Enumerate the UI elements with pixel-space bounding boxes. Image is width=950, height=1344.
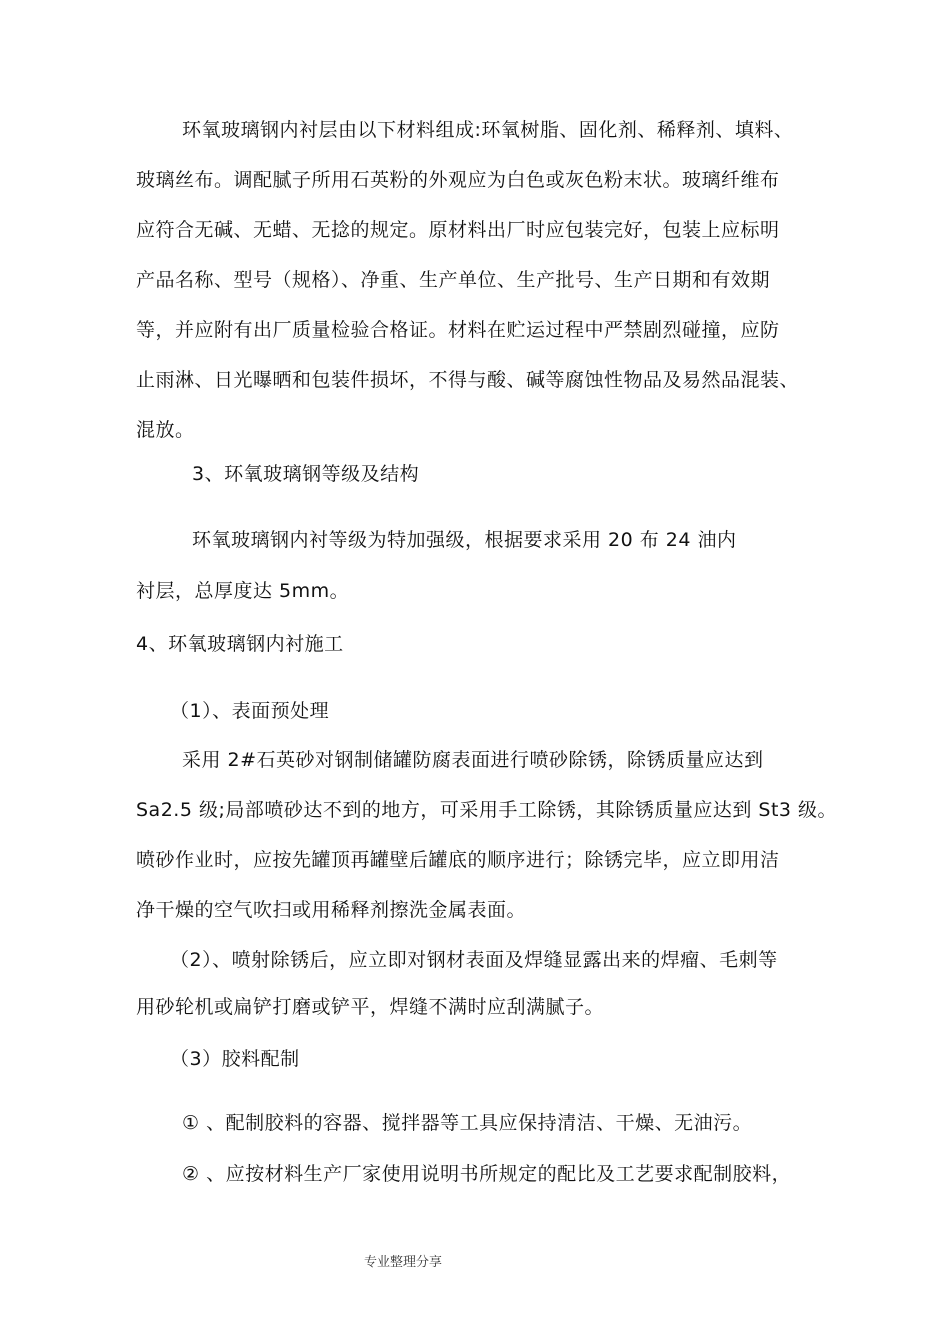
page-footer: 专业整理分享 [364,1255,443,1270]
paragraph-line: 应符合无碱、无蜡、无捻的规定。原材料出厂时应包装完好，包装上应标明 [136,219,780,241]
paragraph-line: 环氧玻璃钢内衬层由以下材料组成:环氧树脂、固化剂、稀释剂、填料、 [182,119,794,141]
paragraph-line: 采用 2#石英砂对钢制储罐防腐表面进行喷砂除锈，除锈质量应达到 [182,749,764,771]
paragraph-line: 衬层，总厚度达 5mm。 [136,580,350,602]
paragraph-line: 用砂轮机或扁铲打磨或铲平，焊缝不满时应刮满腻子。 [136,996,605,1018]
list-item: ① 、配制胶料的容器、搅拌器等工具应保持清洁、干燥、无油污。 [182,1112,753,1134]
paragraph-line: 等，并应附有出厂质量检验合格证。材料在贮运过程中严禁剧烈碰撞，应防 [136,319,780,341]
paragraph-line: 喷砂作业时，应按先罐顶再罐壁后罐底的顺序进行；除锈完毕，应立即用洁 [136,849,780,871]
subsection-title: （3）胶料配制 [170,1048,300,1070]
paragraph-line: 净干燥的空气吹扫或用稀释剂擦洗金属表面。 [136,899,527,921]
paragraph-line: 环氧玻璃钢内衬等级为特加强级，根据要求采用 20 布 24 油内 [192,529,737,551]
section-heading-3: 3、环氧玻璃钢等级及结构 [192,463,420,485]
paragraph-line: 产品名称、型号（规格）、净重、生产单位、生产批号、生产日期和有效期 [136,269,771,291]
paragraph-line: 混放。 [136,419,195,441]
paragraph-line: 止雨淋、日光曝晒和包装件损坏，不得与酸、碱等腐蚀性物品及易然品混装、 [136,369,800,391]
list-item: ② 、应按材料生产厂家使用说明书所规定的配比及工艺要求配制胶料， [182,1163,792,1185]
paragraph-line: 玻璃丝布。调配腻子所用石英粉的外观应为白色或灰色粉末状。玻璃纤维布 [136,169,780,191]
paragraph-line: （2）、喷射除锈后，应立即对钢材表面及焊缝显露出来的焊瘤、毛刺等 [170,949,778,971]
subsection-title: （1）、表面预处理 [170,700,330,722]
section-heading-4: 4、环氧玻璃钢内衬施工 [136,633,344,655]
paragraph-line: Sa2.5 级;局部喷砂达不到的地方，可采用手工除锈，其除锈质量应达到 St3 级。 [136,799,838,821]
